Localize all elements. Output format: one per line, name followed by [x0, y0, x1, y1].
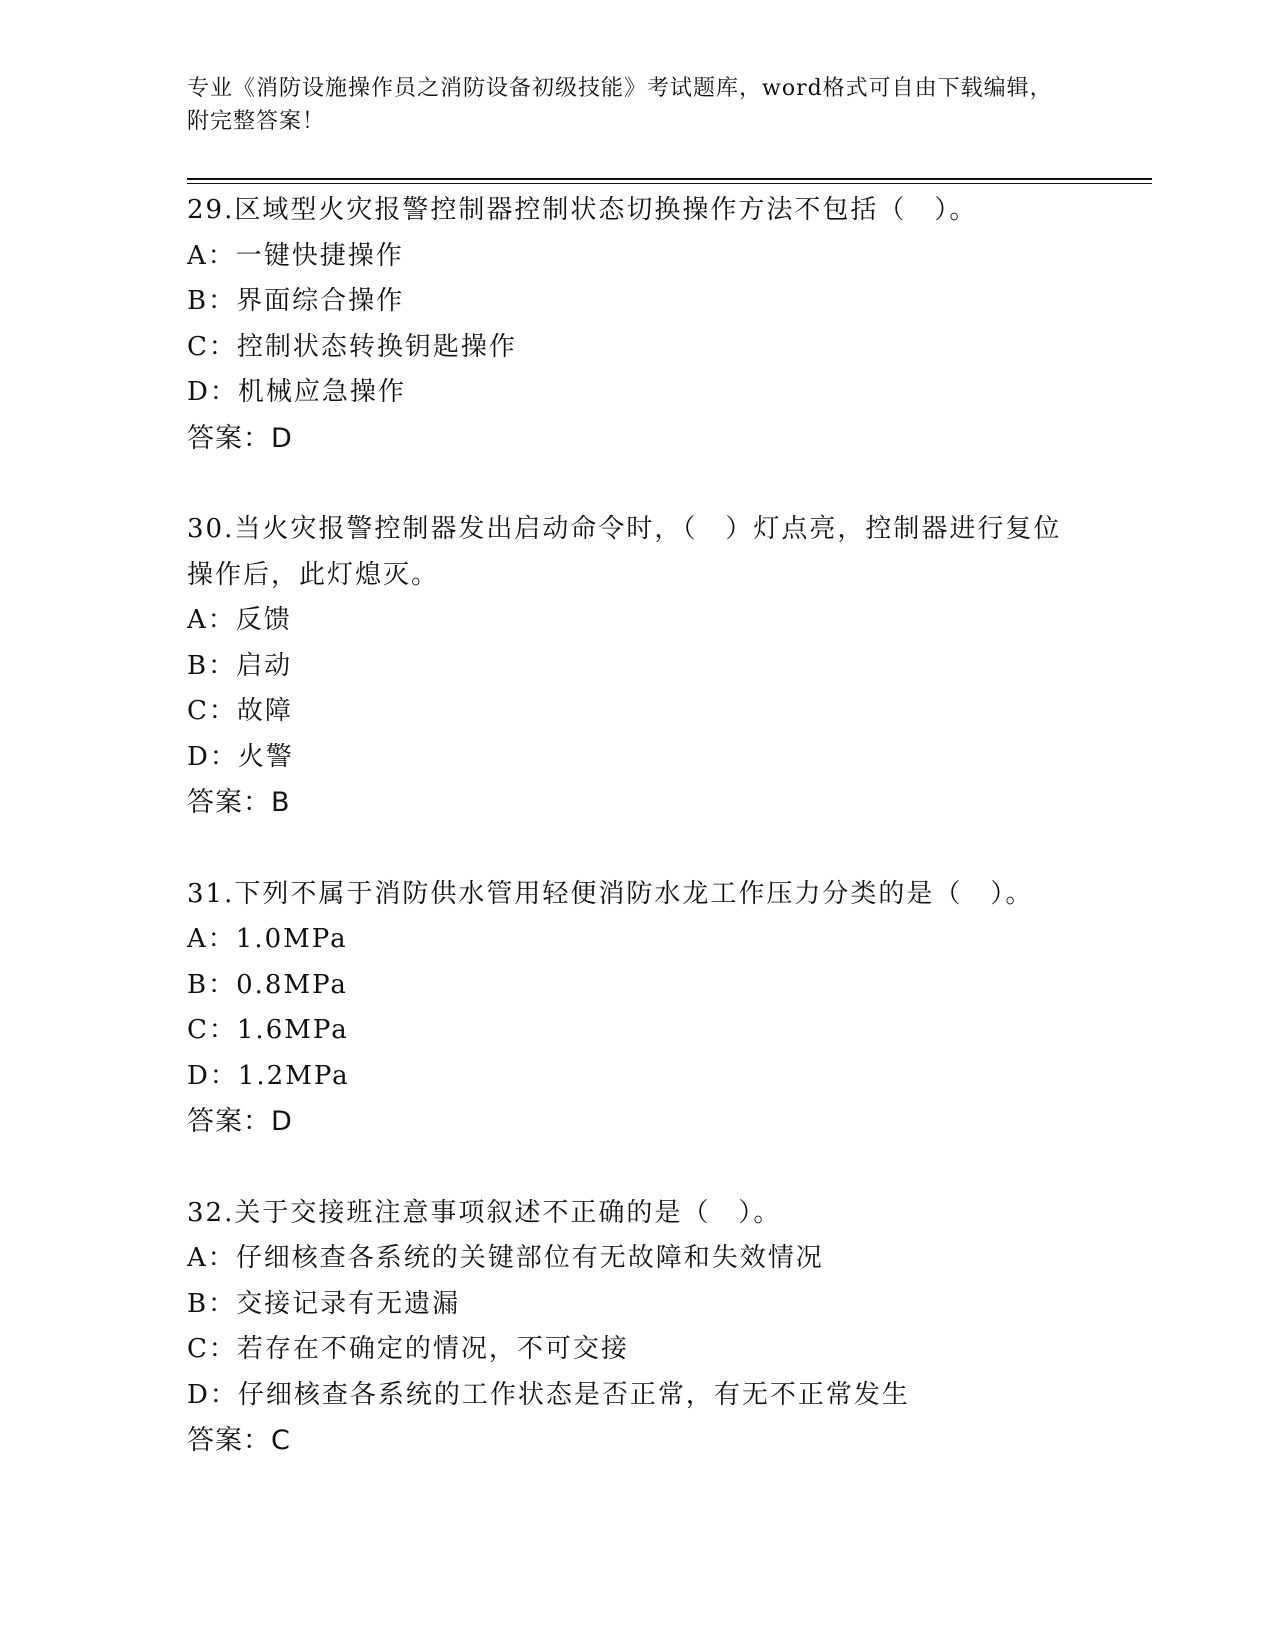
- option-a: A：反馈: [187, 605, 292, 635]
- answer-line: 答案：B: [187, 787, 291, 818]
- option-b: B：启动: [187, 650, 293, 681]
- option-b: B：0.8MPa: [187, 969, 348, 1000]
- question-30: [187, 507, 1087, 826]
- question-stem: 29.区域型火灾报警控制器控制状态切换操作方法不包括（ ）。: [187, 195, 978, 225]
- option-c: C：控制状态转换钥匙操作: [187, 331, 517, 362]
- question-32: [187, 1191, 1087, 1464]
- option-d: D：机械应急操作: [187, 377, 406, 407]
- option-c: C：1.6MPa: [187, 1015, 349, 1045]
- header-divider-thick: [187, 178, 1152, 180]
- answer-line: 答案：C: [187, 1425, 291, 1456]
- answer-line: 答案：D: [187, 422, 293, 454]
- option-a: A：1.0MPa: [187, 924, 348, 954]
- option-d: D：1.2MPa: [187, 1060, 350, 1091]
- option-c: C：若存在不确定的情况，不可交接: [187, 1334, 629, 1364]
- question-stem: 31.下列不属于消防供水管用轻便消防水龙工作压力分类的是（ ）。: [187, 878, 1034, 909]
- option-c: C：故障: [187, 696, 293, 726]
- question-stem: 30.当火灾报警控制器发出启动命令时，（ ）灯点亮，控制器进行复位操作后，此灯熄灭。: [187, 514, 1062, 590]
- option-a: A：一键快捷操作: [187, 240, 404, 271]
- option-b: B：界面综合操作: [187, 286, 405, 316]
- option-b: B：交接记录有无遗漏: [187, 1288, 461, 1319]
- option-a: A：仔细核查各系统的关键部位有无故障和失效情况: [187, 1243, 824, 1273]
- option-d: D：火警: [187, 741, 294, 772]
- question-29: [187, 188, 1087, 461]
- header-divider-thin: [187, 183, 1152, 184]
- answer-line: 答案：D: [187, 1106, 293, 1137]
- question-list: [187, 188, 1087, 1510]
- document-header: 专业《消防设施操作员之消防设备初级技能》考试题库，word格式可自由下载编辑，附完整答案！: [187, 76, 1053, 134]
- option-d: D：仔细核查各系统的工作状态是否正常，有无不正常发生: [187, 1379, 910, 1410]
- question-stem: 32.关于交接班注意事项叙述不正确的是（ ）。: [187, 1197, 782, 1228]
- question-31: [187, 872, 1087, 1145]
